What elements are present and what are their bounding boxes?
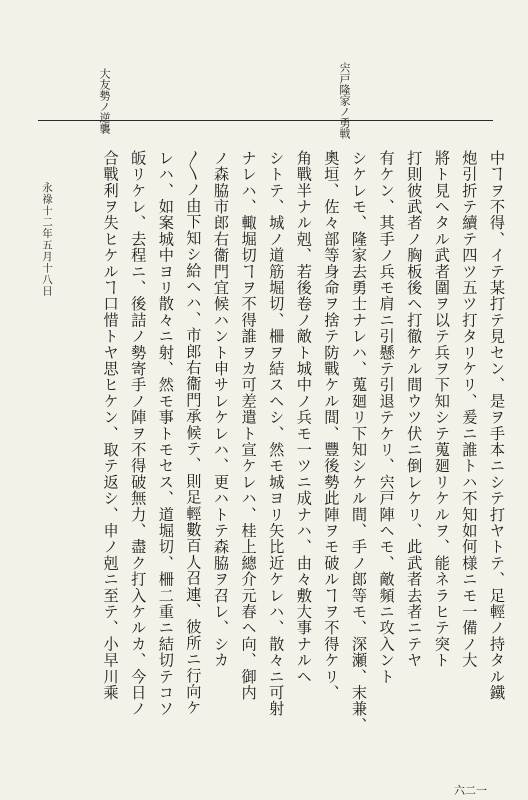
text-column: ナレハ、輙堀切ヿヲ不得誰ヲカ可差遣ト宣ケレハ、桂上總介元春ヘ向、御内 [239, 150, 258, 701]
running-header-right: 宍戸隆家ノ勇戦 [338, 62, 351, 139]
margin-date: 永祿十二年五月十八日 [41, 182, 53, 297]
text-column: 將ト見ヘタル武者圍ヲ以テ兵ヲ下知シテ蒐廻リケルヲ、能ネラヒテ突ト [432, 150, 451, 669]
text-column: 中ヿヲ不得、イテ某打テ見セン、是ヲ手本ニシテ打ヤトテ、足輕ノ持タル鐵 [488, 150, 506, 701]
text-column: 〳〵ノ由下知シ給ヘハ、市郎右衞門承候テ、則足輕數百人召連、彼所ニ行向ケ [184, 150, 203, 716]
text-column: 炮引折テ續テ四ツ五ツ打タリケリ、爰ニ誰トハ不知如何様ニモ一備ノ大 [460, 150, 479, 669]
text-column: ノ森脇市郎右衞門宜候ハント申サレケレハ、更ハトテ森脇ヲ召レ、シカ [212, 150, 230, 669]
text-column: シケレモ、隆家去勇士ナレハ、蒐廻リ下知シケル間、手ノ郎等モ、深瀬、末兼、 [350, 150, 368, 734]
page-number: 六二一 [454, 784, 487, 797]
text-column: 打則彼武者ノ胸板後ヘ打徹ケル間ウツ伏ニ倒レケリ、此武者去者ニテヤ [405, 150, 424, 669]
text-column: 角戰半ナル剋、若後卷ノ敵ト城中ノ兵モ一ツニ成ナハ、由々敷大事ナルヘ [294, 150, 313, 685]
text-column: 合戰利ヲ失ヒケルヿ口惜トヤ思ヒケン、取テ返シ、申ノ剋ニ至テ、小早川乘 [101, 150, 120, 701]
text-column: 奧垣、佐々部等身命ヲ捨テ防戰ケル間、豐後勢此陣ヲモ破ルヿヲ不得ケリ、 [322, 150, 341, 701]
header-rule [38, 120, 493, 121]
running-header-left: 大友勢ノ逆襲 [98, 68, 111, 134]
text-column: レハ、如案城中ヨリ散々ニ射、然モ事トモセス、道堀切、柵二重ニ結切テコソ [156, 150, 175, 717]
text-column: 皈リケレ、去程ニ、後詰ノ勢寄手ノ陣ヲ不得破無力、盡ク打入ケルカ、今日ノ [129, 150, 148, 717]
text-column: 有ケン、其手ノ兵モ肩ニ引懸テ引退テケリ、宍戸陣ヘモ、敵頻ニ攻入ント [377, 150, 396, 685]
text-column: シトテ、城ノ道筋堀切、柵ヲ結スヘシ、然モ城ヨリ矢比近ケレハ、散々ニ可射 [267, 150, 286, 717]
